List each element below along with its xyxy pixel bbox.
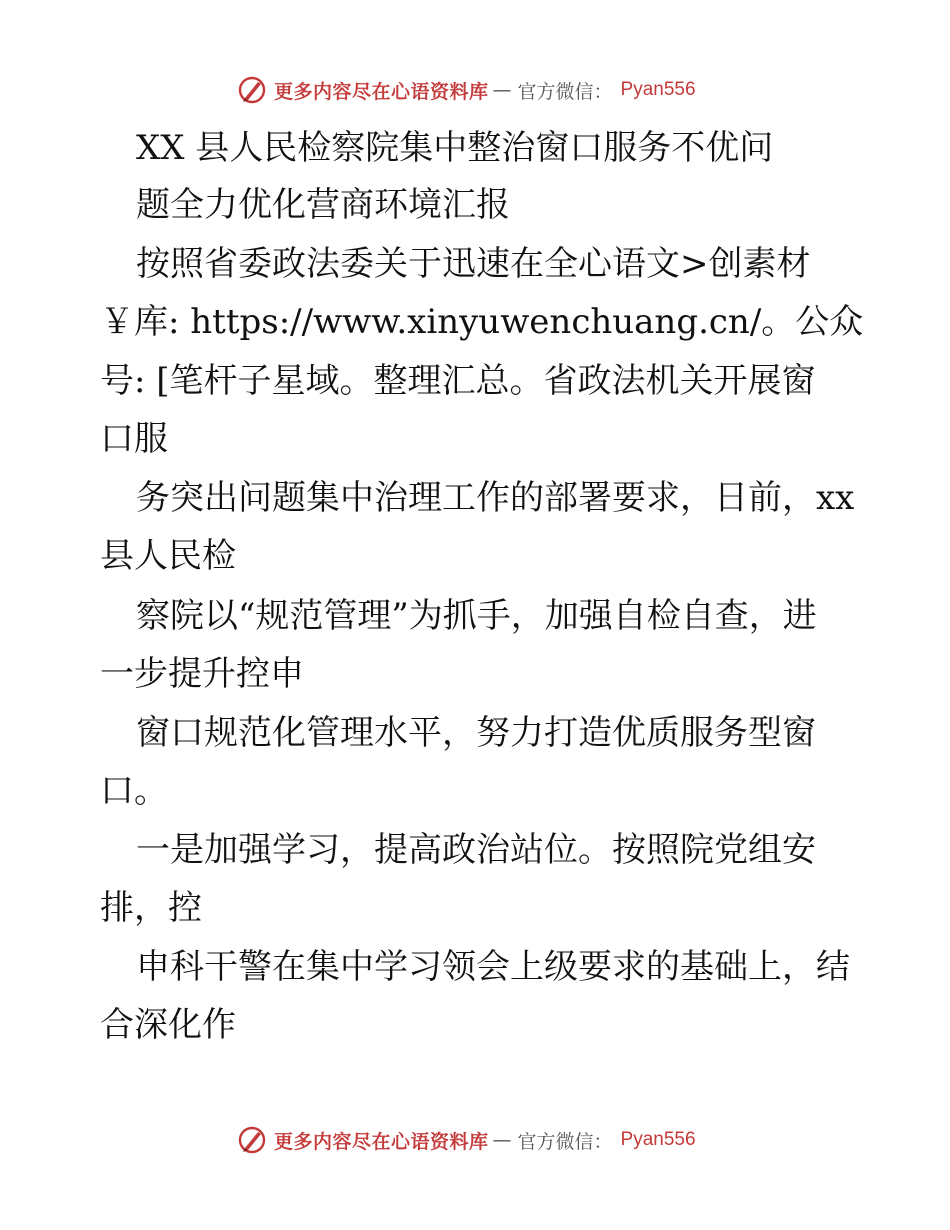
- document-line: 按照省委政法委关于迅速在全心语文>创素材: [136, 244, 811, 284]
- document-line-text: ￥库: https://www.xinyuwenchuang.cn/。公众: [100, 302, 864, 342]
- document-title-line-1: XX 县人民检察院集中整治窗口服务不优问: [136, 128, 774, 168]
- document-line: 口。: [100, 771, 168, 811]
- document-title-line-2: 题全力优化营商环境汇报: [136, 185, 510, 225]
- document-line: 察院以“规范管理”为抓手，加强自检自查，进: [136, 596, 817, 636]
- document-line: 合深化作: [100, 1005, 236, 1045]
- document-line: 窗口规范化管理水平，努力打造优质服务型窗: [136, 713, 816, 753]
- document-line: 务突出问题集中治理工作的部署要求，日前，xx: [136, 478, 855, 518]
- header-banner: [236, 72, 696, 108]
- document-line: 县人民检: [100, 536, 236, 576]
- feather-pen-icon: [236, 74, 268, 106]
- document-line: 排，控: [100, 888, 202, 928]
- document-line: 口服: [100, 419, 168, 459]
- document-line: 申科干警在集中学习领会上级要求的基础上，结: [136, 947, 850, 987]
- footer-dash: —: [492, 1129, 512, 1151]
- footer-banner: [236, 1122, 696, 1158]
- footer-wechat-id: Pyan556: [620, 1129, 696, 1150]
- footer-slogan: 更多内容尽在心语资料库: [274, 1130, 489, 1153]
- header-slogan: 更多内容尽在心语资料库: [274, 80, 489, 103]
- footer-wechat-label: 官方微信：: [517, 1130, 613, 1153]
- document-line: 号: [笔杆子星域。整理汇总。省政法机关开展窗: [100, 361, 816, 401]
- header-wechat-label: 官方微信：: [517, 80, 613, 103]
- document-line-url: [100, 302, 870, 342]
- document-line: 一步提升控申: [100, 654, 304, 694]
- header-dash: —: [492, 79, 512, 101]
- feather-pen-icon: [236, 1124, 268, 1156]
- header-wechat-id: Pyan556: [620, 79, 696, 100]
- document-line: 一是加强学习，提高政治站位。按照院党组安: [136, 830, 816, 870]
